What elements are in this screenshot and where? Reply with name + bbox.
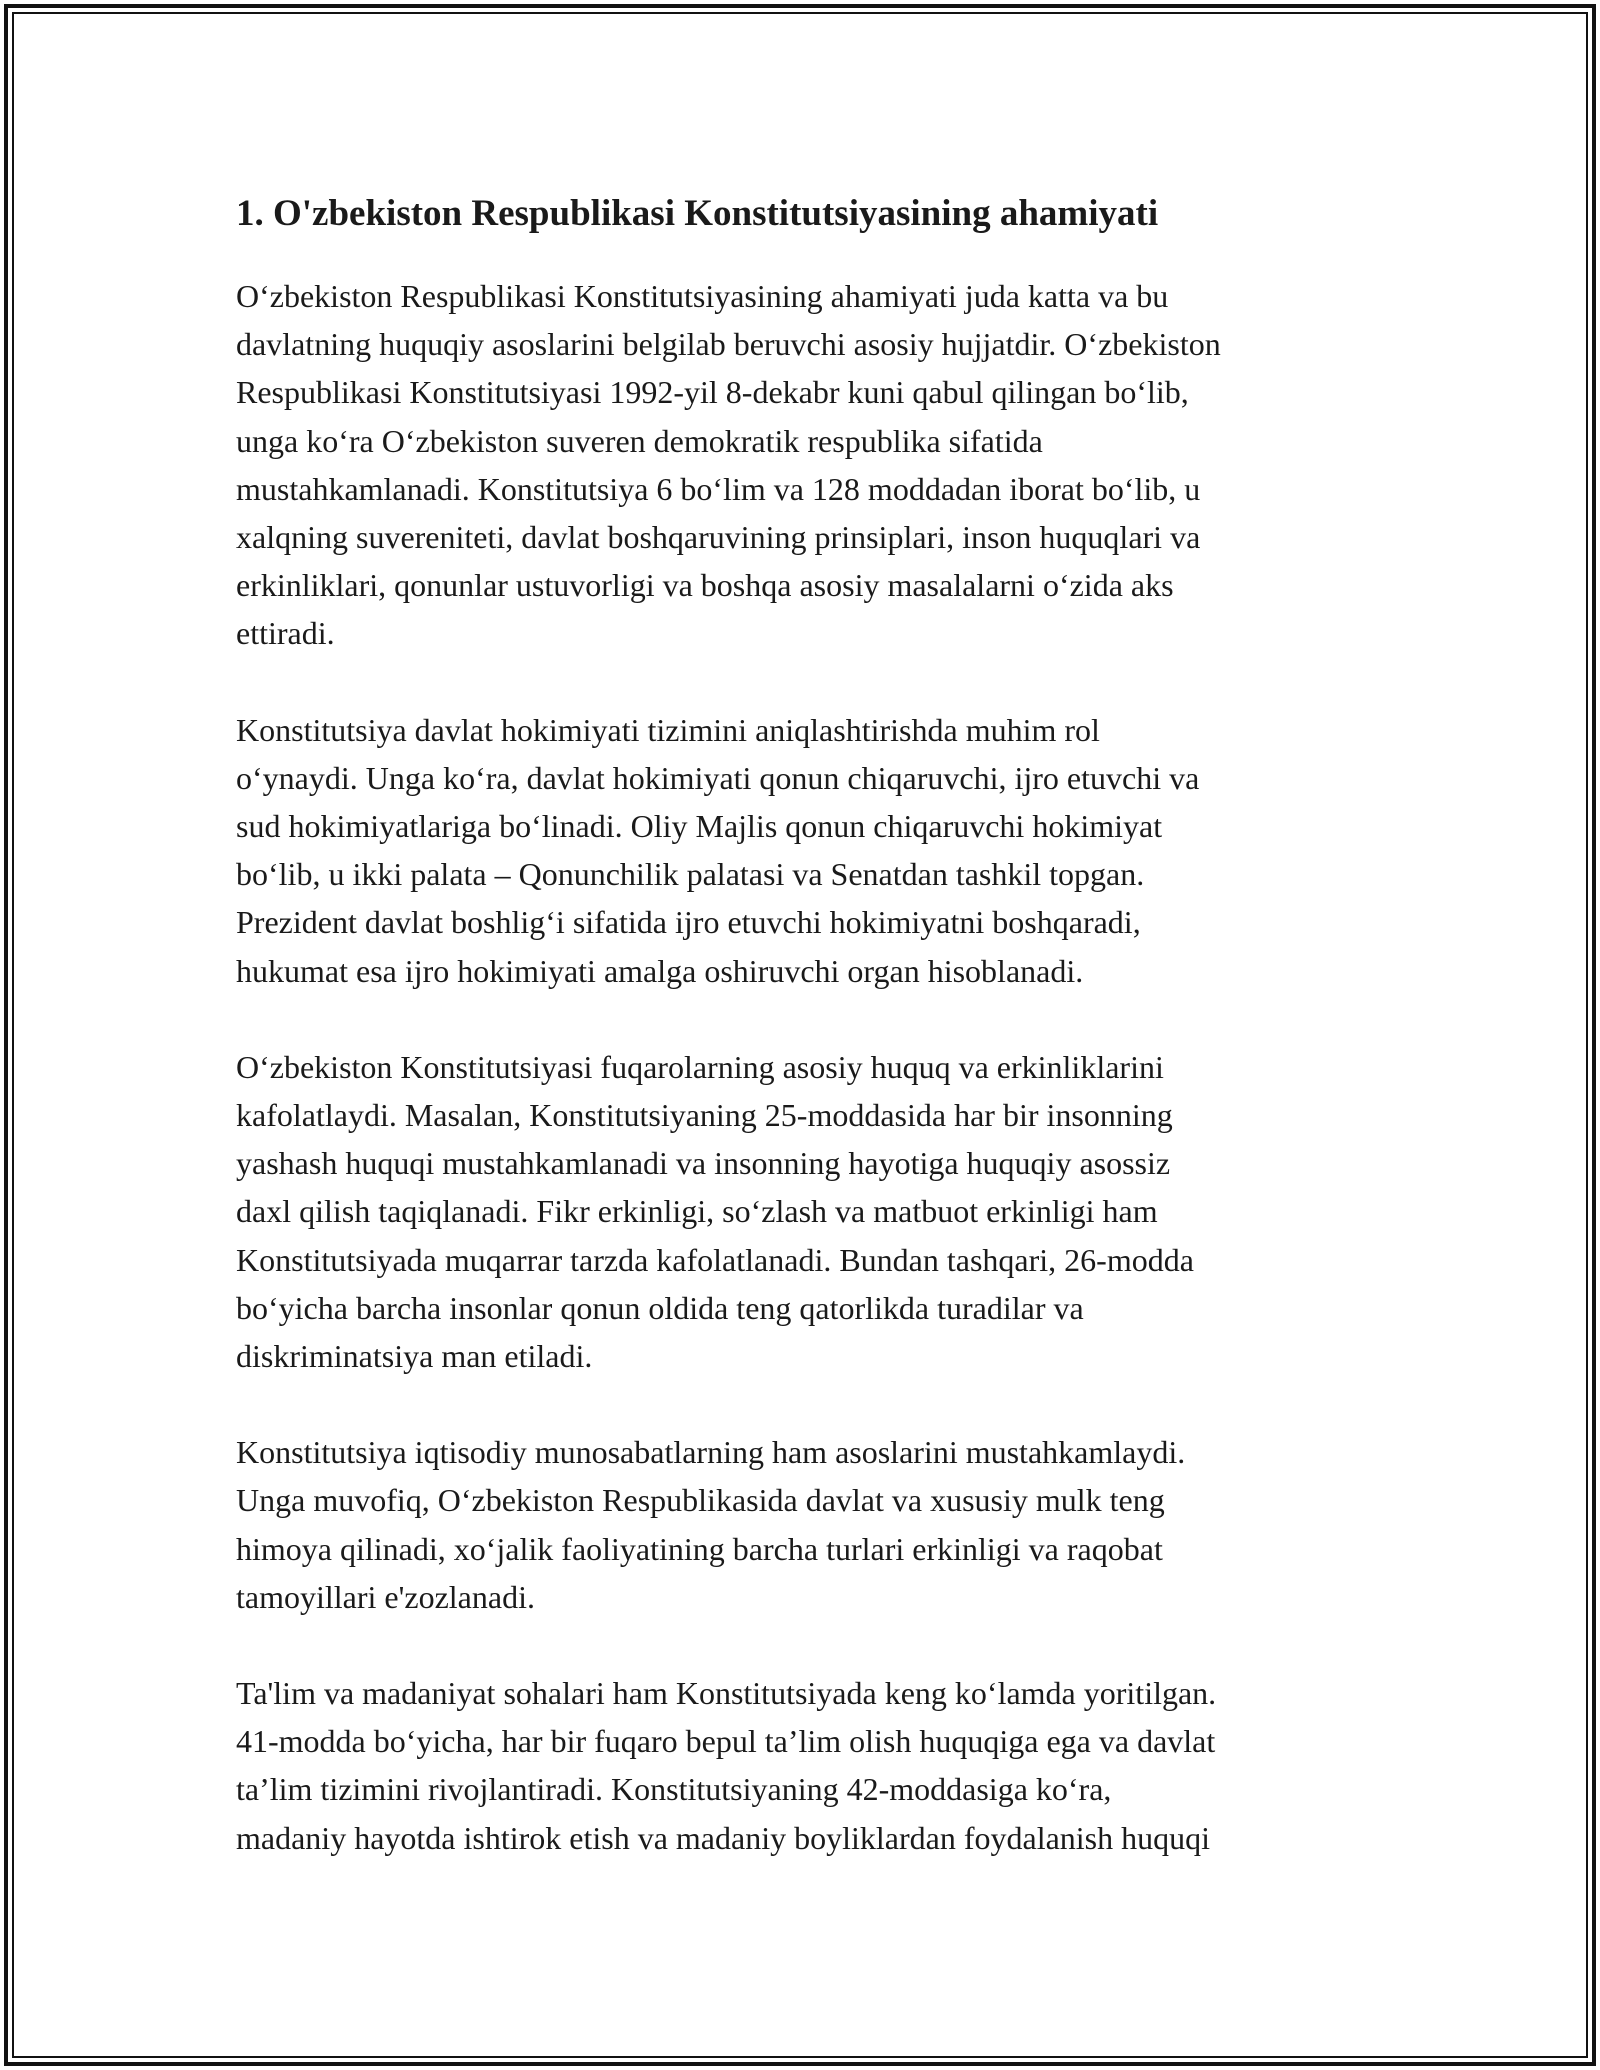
paragraph-line: bo‘yicha barcha insonlar qonun oldida teng qatorlikda turadilar va	[236, 1289, 1084, 1326]
paragraph-line: hukumat esa ijro hokimiyati amalga oshiruvchi organ hisoblanadi.	[236, 952, 1084, 989]
document-body	[236, 186, 1376, 1910]
paragraph-line: Konstitutsiya iqtisodiy munosabatlarning ham asoslarini mustahkamlaydi.	[236, 1434, 1186, 1471]
paragraph-line: O‘zbekiston Respublikasi Konstitutsiyasining ahamiyati juda katta va bu	[236, 278, 1169, 314]
paragraph-line: o‘ynaydi. Unga ko‘ra, davlat hokimiyati qonun chiqaruvchi, ijro etuvchi va	[236, 759, 1200, 796]
paragraph-line: kafolatlaydi. Masalan, Konstitutsiyaning 25-moddasida har bir insonning	[236, 1097, 1173, 1134]
paragraph-line: 41-modda bo‘yicha, har bir fuqaro bepul ta’lim olish huquqiga ega va davlat	[236, 1723, 1216, 1760]
paragraph-line: davlatning huquqiy asoslarini belgilab beruvchi asosiy hujjatdir. O‘zbekiston	[236, 326, 1221, 363]
paragraph-line: unga ko‘ra O‘zbekiston suveren demokratik respublika sifatida	[236, 422, 1043, 459]
paragraph-line: bo‘lib, u ikki palata – Qonunchilik palatasi va Senatdan tashkil topgan.	[236, 856, 1145, 893]
paragraph-line: Prezident davlat boshlig‘i sifatida ijro etuvchi hokimiyatni boshqaradi,	[236, 904, 1141, 941]
paragraph-line: sud hokimiyatlariga bo‘linadi. Oliy Majlis qonun chiqaruvchi hokimiyat	[236, 808, 1163, 845]
paragraph-line: himoya qilinadi, xo‘jalik faoliyatining barcha turlari erkinligi va raqobat	[236, 1530, 1163, 1567]
paragraph-line: Konstitutsiya davlat hokimiyati tizimini aniqlashtirishda muhim rol	[236, 711, 1100, 748]
paragraph-line: tamoyillari e'zozlanadi.	[236, 1578, 535, 1615]
paragraph-line: daxl qilish taqiqlanadi. Fikr erkinligi, so‘zlash va matbuot erkinligi ham	[236, 1193, 1158, 1230]
paragraph-line: Ta'lim va madaniyat sohalari ham Konstitutsiyada keng ko‘lamda yoritilgan.	[236, 1675, 1217, 1712]
paragraph-education-culture	[236, 1669, 1376, 1862]
paragraph-line: mustahkamlanadi. Konstitutsiya 6 bo‘lim va 128 moddadan iborat bo‘lib, u	[236, 470, 1201, 507]
paragraph-line: Konstitutsiyada muqarrar tarzda kafolatlanadi. Bundan tashqari, 26-modda	[236, 1241, 1194, 1278]
paragraph-line: Unga muvofiq, O‘zbekiston Respublikasida davlat va xususiy mulk teng	[236, 1482, 1165, 1519]
paragraph-line: erkinliklari, qonunlar ustuvorligi va boshqa asosiy masalalarni o‘zida aks	[236, 567, 1174, 604]
paragraph-line: yashash huquqi mustahkamlanadi va insonning hayotiga huquqiy asossiz	[236, 1145, 1171, 1182]
paragraph-line: ta’lim tizimini rivojlantiradi. Konstitutsiyaning 42-moddasiga ko‘ra,	[236, 1771, 1112, 1808]
paragraph-line: Respublikasi Konstitutsiyasi 1992-yil 8-dekabr kuni qabul qilingan bo‘lib,	[236, 374, 1189, 411]
paragraph-line: diskriminatsiya man etiladi.	[236, 1338, 593, 1375]
paragraph-line: xalqning suvereniteti, davlat boshqaruvining prinsiplari, inson huquqlari va	[236, 519, 1201, 556]
document-heading: 1. O'zbekiston Respublikasi Konstitutsiyasining ahamiyati	[236, 193, 1159, 234]
paragraph-economic-relations	[236, 1428, 1376, 1621]
paragraph-line: madaniy hayotda ishtirok etish va madaniy boyliklardan foydalanish huquqi	[236, 1819, 1211, 1856]
paragraph-citizen-rights	[236, 1043, 1376, 1380]
paragraph-line: ettiradi.	[236, 615, 335, 652]
paragraph-state-power	[236, 706, 1376, 995]
paragraph-constitution-significance	[236, 272, 1376, 658]
paragraph-line: O‘zbekiston Konstitutsiyasi fuqarolarning asosiy huquq va erkinliklarini	[236, 1048, 1164, 1085]
